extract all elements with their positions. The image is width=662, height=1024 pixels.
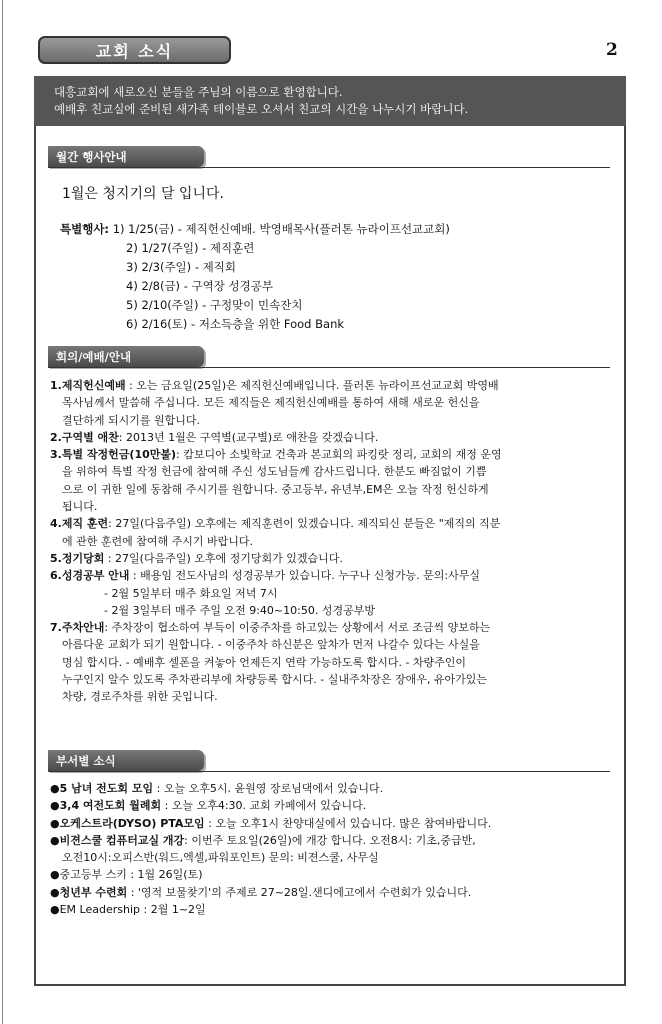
separator: : [127, 885, 138, 899]
event-row [60, 220, 450, 239]
dept-title: 오케스트라(DYSO) PTA모임 [59, 816, 205, 830]
dept-title: 청년부 수련회 [59, 885, 128, 899]
notice-subitem: - 2월 3일부터 매주 주일 오전 9:40~10:50. 성경공부방 [104, 603, 375, 617]
dept-item [50, 780, 616, 797]
bullet-icon: ● [50, 782, 60, 795]
notice-text: 에 관한 훈련에 참여해 주시기 바랍니다. [62, 534, 253, 548]
separator: : [108, 517, 116, 531]
section-label-meetings: 회의/예배/안내 [48, 346, 204, 367]
notice-title: 5.정기당회 [50, 551, 105, 565]
notice-text: 결단하게 되시기를 원합니다. [62, 413, 201, 427]
page-edge-rule [2, 0, 3, 1024]
notice-item [50, 377, 616, 429]
bullet-icon: ● [50, 833, 60, 847]
notice-item [50, 567, 616, 619]
separator: : [104, 621, 112, 635]
notice-item [50, 429, 616, 446]
dept-text: 오늘 오후5시. 윤원영 장로님댁에서 있습니다. [163, 782, 384, 795]
page-number: 2 [606, 40, 618, 60]
separator: : [204, 816, 216, 830]
notice-text: 누구인지 알수 있도록 주차관리부에 차량등록 합시다. - 실내주차장은 장애우, 유아가있는 [62, 673, 487, 687]
separator: : [176, 448, 184, 462]
dept-item [50, 797, 616, 814]
notice-title: 4.제직 훈련 [50, 517, 109, 531]
notice-item [50, 550, 616, 567]
separator: : [104, 551, 116, 565]
separator: : [118, 430, 126, 444]
welcome-line: 예배후 친교실에 준비된 새가족 테이블로 오셔서 친교의 시간을 나누시기 바랍니다. [54, 102, 469, 116]
notice-text: 배용임 전도사님의 성경공부가 있습니다. 누구나 신청가능. 문의:사무실 [140, 569, 480, 583]
events-label: 특별행사: [60, 222, 110, 236]
notice-text: 2013년 1월은 구역별(교구별)로 애찬을 갖겠습니다. [126, 430, 379, 444]
section-divider [48, 167, 610, 168]
notice-title: 7.주차안내 [50, 621, 105, 635]
notice-text: 명심 합시다. - 예배후 셀폰을 켜놓아 언제든지 연락 가능하도록 합시다. - 차량주인이 [62, 655, 467, 669]
welcome-banner [34, 76, 626, 126]
month-headline: 1월은 청지기의 달 입니다. [62, 186, 224, 202]
dept-item [50, 866, 616, 883]
dept-text: 중고등부 스키 : 1월 26일(토) [59, 868, 203, 882]
event-item: 6) 2/16(토) - 저소득층을 위한 Food Bank [126, 317, 345, 331]
event-item: 5) 2/10(주일) - 구정맞이 민속잔치 [126, 298, 303, 312]
notice-text: 오는 금요일(25일)은 제직헌신예배입니다. 플러톤 뉴라이프선교교회 박영배 [136, 379, 499, 392]
separator: : [184, 833, 192, 847]
bullet-icon: ● [50, 868, 60, 882]
bullet-icon: ● [50, 885, 60, 899]
dept-title: 비젼스쿨 컴퓨터교실 개강 [59, 833, 185, 847]
department-news-list [50, 780, 616, 918]
notice-text: 주차장이 협소하여 부득이 이중주차를 하고있는 상황에서 서로 조금씩 양보하는 [111, 621, 491, 635]
notice-subitem: - 2월 5일부터 매주 화요일 저녁 7시 [104, 586, 278, 600]
welcome-line: 대흥교회에 새로오신 분들을 주님의 이름으로 환영합니다. [54, 85, 343, 99]
notice-item [50, 446, 616, 515]
section-label-departments: 부서별 소식 [48, 750, 204, 771]
notice-text: 27일(다음주일) 오후에 정기당회가 있겠습니다. [115, 551, 343, 565]
section-label-monthly: 월간 행사안내 [48, 146, 204, 167]
separator: : [125, 379, 137, 392]
event-item: 3) 2/3(주일) - 제직회 [126, 260, 236, 274]
event-item: 1) 1/25(금) - 제직헌신예배. 박영배목사(플러톤 뉴라이프선교교회) [112, 222, 450, 236]
dept-text: 오늘 오후4:30. 교회 카페에서 있습니다. [171, 799, 367, 813]
meetings-list [50, 377, 616, 706]
bullet-icon: ● [50, 799, 60, 813]
dept-item [50, 884, 616, 901]
event-item: 2) 1/27(주일) - 제직훈련 [126, 241, 255, 255]
dept-title: 3,4 여전도회 월례회 [59, 799, 162, 813]
notice-text: 27일(다음주일) 오후에는 제직훈련이 있겠습니다. 제직되신 분들은 "제직의 직분 [115, 517, 501, 531]
dept-item [50, 901, 616, 918]
notice-text: 캄보디아 소빛학교 건축과 본교회의 파킹랏 정리, 교회의 재정 운영 [183, 448, 502, 462]
dept-item [50, 815, 616, 832]
section-divider [48, 771, 610, 772]
page-title: 교회 소식 [38, 36, 231, 64]
notice-item [50, 619, 616, 705]
notice-text: 으로 이 귀한 일에 동참해 주시기를 원합니다. 중고등부, 유년부,EM은 오늘 작정 헌신하게 [62, 482, 489, 496]
notice-title: 1.제직헌신예배 [50, 379, 126, 392]
notice-text: 차량, 경로주차를 위한 곳입니다. [62, 690, 218, 704]
special-events [60, 220, 450, 334]
separator: : [129, 569, 141, 583]
notice-text: 목사님께서 말씀해 주십니다. 모든 제직들은 제직헌신예배를 통하여 새해 새로운 헌신을 [62, 396, 480, 410]
dept-item [50, 832, 616, 867]
event-item: 4) 2/8(금) - 구역장 성경공부 [126, 279, 273, 293]
section-divider [48, 367, 610, 368]
dept-title: 5 남녀 전도회 모임 [59, 782, 154, 795]
dept-text: 오전10시:오피스반(워드,엑셀,파워포인트) 문의: 비젼스쿨, 사무실 [62, 851, 379, 865]
dept-text: EM Leadership : 2월 1~2일 [59, 903, 206, 917]
dept-text: 이번주 토요일(26일)에 개강 합니다. 오전8시: 기초,중급반, [191, 833, 476, 847]
notice-title: 3.특별 작정헌금(10만불) [50, 448, 177, 462]
notice-text: 을 위하여 특별 작정 헌금에 참여해 주신 성도님들께 감사드립니다. 한분도 빠짐없이 기쁨 [62, 465, 487, 479]
notice-item [50, 515, 616, 550]
dept-text: '영적 보물찾기'의 주제로 27~28일.샌디에고에서 수련회가 있습니다. [137, 885, 472, 899]
notice-title: 6.성경공부 안내 [50, 569, 130, 583]
bullet-icon: ● [50, 903, 60, 917]
notice-title: 2.구역별 애찬 [50, 430, 119, 444]
separator: : [153, 782, 164, 795]
notice-text: 아름다운 교회가 되기 원합니다. - 이중주차 하신분은 앞차가 먼저 나갈수 있다는 사실을 [62, 638, 480, 652]
bullet-icon: ● [50, 816, 60, 830]
separator: : [161, 799, 172, 813]
notice-text: 됩니다. [62, 500, 98, 514]
dept-text: 오늘 오후1시 찬양대실에서 있습니다. 많은 참여바랍니다. [215, 816, 492, 830]
